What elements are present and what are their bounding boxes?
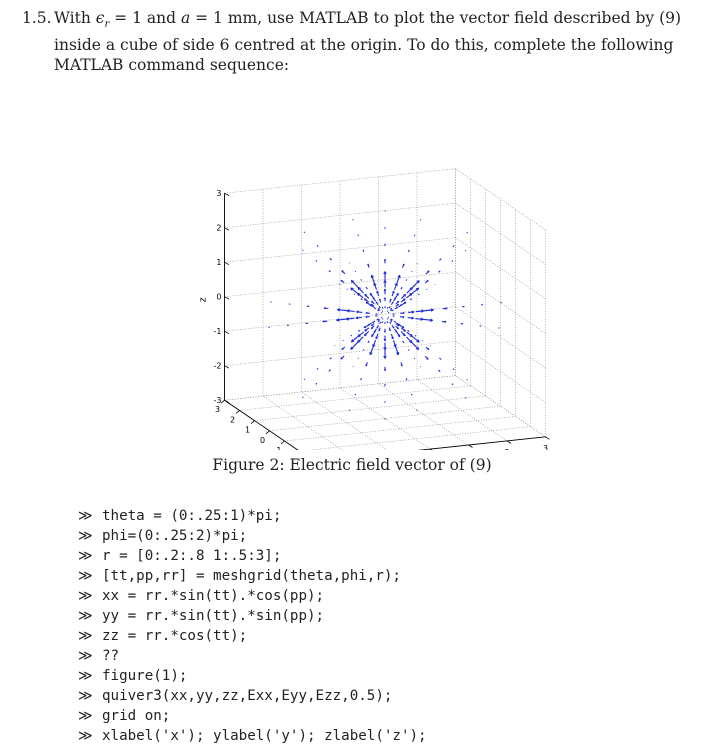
- field-arrow: [467, 232, 468, 233]
- field-arrow: [408, 330, 410, 331]
- code-line: [78, 606, 427, 626]
- grid-line: [417, 380, 507, 441]
- quiver3-plot: [100, 100, 600, 450]
- field-arrowhead: [341, 357, 342, 359]
- prompt-symbol: ≫: [78, 608, 93, 624]
- field-arrowhead: [358, 293, 361, 294]
- code-text: phi=(0:.25:2)*pi;: [102, 528, 248, 544]
- field-arrow: [317, 368, 318, 369]
- field-arrowhead: [428, 281, 429, 282]
- field-arrowhead: [385, 298, 386, 299]
- field-arrowhead: [342, 271, 344, 272]
- z-tick-label: 1: [216, 258, 222, 268]
- field-arrowhead: [324, 307, 326, 308]
- field-arrow: [351, 335, 352, 336]
- field-arrow: [382, 318, 383, 319]
- prompt-symbol: ≫: [78, 668, 93, 684]
- field-arrow: [303, 250, 304, 251]
- y-tick-label: 2: [229, 415, 236, 425]
- field-arrow: [368, 341, 369, 343]
- field-arrow: [381, 317, 382, 318]
- field-arrowhead: [403, 317, 405, 318]
- code-text: grid on;: [102, 708, 171, 724]
- field-arrowhead: [410, 336, 413, 337]
- grid-line: [225, 400, 315, 450]
- field-arrowhead: [397, 307, 398, 308]
- field-arrow: [439, 358, 441, 359]
- field-arrow: [329, 271, 331, 272]
- field-arrow: [465, 250, 466, 251]
- grid-line: [240, 386, 471, 411]
- field-arrowhead: [398, 301, 399, 303]
- y-axis-label: [239, 449, 245, 450]
- code-line: [78, 686, 427, 706]
- field-arrow: [452, 261, 453, 262]
- y-tick-mark: [266, 431, 270, 434]
- field-arrow: [415, 335, 416, 336]
- prompt-symbol: ≫: [78, 588, 93, 604]
- field-arrow: [412, 394, 413, 395]
- grid-line: [255, 396, 486, 421]
- field-arrow: [361, 378, 362, 380]
- code-line: [78, 626, 427, 646]
- field-arrow: [329, 370, 331, 372]
- z-tick-label: -2: [213, 361, 222, 371]
- field-arrow: [452, 384, 453, 385]
- field-arrow: [374, 307, 376, 309]
- field-arrow: [388, 317, 389, 318]
- field-arrow: [406, 378, 407, 380]
- code-text: [tt,pp,rr] = meshgrid(theta,phi,r);: [102, 568, 401, 584]
- field-arrow: [414, 358, 415, 359]
- field-arrow: [390, 322, 391, 324]
- field-arrow: [380, 322, 381, 324]
- problem-statement: [22, 8, 692, 75]
- field-arrow: [412, 337, 419, 343]
- field-arrowhead: [372, 322, 373, 323]
- field-arrow: [330, 358, 332, 359]
- field-arrow: [439, 259, 441, 261]
- z-tick-label: 3: [216, 189, 222, 199]
- code-line: [78, 706, 427, 726]
- field-arrow: [316, 260, 317, 261]
- field-arrowhead: [384, 369, 385, 370]
- field-arrow: [465, 397, 466, 398]
- y-tick-mark: [236, 410, 240, 413]
- field-arrowhead: [384, 331, 385, 332]
- field-arrow: [387, 307, 388, 309]
- field-arrow: [358, 358, 359, 359]
- y-tick-label: [274, 446, 282, 450]
- problem-text: [54, 8, 692, 75]
- field-arrowhead: [372, 325, 373, 326]
- field-arrow: [379, 306, 380, 308]
- field-arrowhead: [351, 288, 354, 289]
- z-tick-mark: [225, 331, 230, 334]
- field-arrow: [361, 299, 363, 300]
- field-arrowhead: [397, 328, 399, 329]
- prompt-symbol: ≫: [78, 508, 93, 524]
- prompt-symbol: ≫: [78, 688, 93, 704]
- y-tick-mark: [281, 441, 285, 444]
- a-variable: a: [180, 9, 191, 27]
- code-text: r = [0:.2:.8 1:.5:3];: [102, 548, 282, 564]
- field-arrow: [387, 311, 388, 312]
- prompt-symbol: ≫: [78, 548, 93, 564]
- x-tick-label: [504, 448, 509, 450]
- code-text: xx = rr.*sin(tt).*cos(pp);: [102, 588, 325, 604]
- field-arrow: [390, 308, 392, 309]
- z-tick-label: -1: [213, 327, 222, 337]
- z-axis-label: z: [198, 297, 209, 303]
- field-arrow: [351, 288, 358, 294]
- grid-line: [300, 427, 531, 450]
- z-tick-mark: [225, 400, 230, 403]
- field-arrow: [363, 250, 364, 252]
- field-arrow: [303, 397, 304, 398]
- field-arrow: [414, 235, 415, 236]
- quiver-figure: [100, 100, 600, 450]
- figure-caption: Figure 2: Electric field vector of (9): [212, 456, 492, 474]
- field-arrow: [453, 246, 454, 247]
- field-arrow: [412, 288, 419, 294]
- text-before: With: [54, 9, 96, 27]
- y-tick-label: 0: [259, 435, 266, 445]
- x-tick-mark: [507, 441, 511, 444]
- field-arrowhead: [417, 342, 420, 343]
- field-arrowhead: [372, 301, 374, 302]
- field-arrow: [406, 280, 407, 281]
- field-arrow: [381, 312, 382, 313]
- z-tick-mark: [225, 228, 230, 231]
- field-arrow: [394, 321, 396, 323]
- prompt-symbol: ≫: [78, 528, 93, 544]
- code-line: [78, 726, 427, 746]
- field-arrowhead: [342, 348, 343, 349]
- field-arrow: [382, 311, 383, 312]
- field-arrow: [403, 341, 404, 343]
- z-tick-label: -3: [213, 396, 222, 406]
- epsilon-symbol: ϵ: [95, 9, 105, 27]
- y-tick-mark: [221, 400, 225, 403]
- grid-line: [379, 384, 469, 445]
- field-arrow: [355, 394, 356, 395]
- field-arrow: [316, 383, 317, 384]
- field-arrow: [382, 307, 383, 309]
- z-tick-mark: [225, 366, 230, 369]
- text-eq1: = 1 and: [109, 9, 181, 27]
- code-line: [78, 526, 427, 546]
- code-text: ??: [102, 648, 120, 664]
- code-text: yy = rr.*sin(tt).*sin(pp);: [102, 608, 325, 624]
- z-tick-mark: [225, 193, 230, 196]
- matlab-code-block: [78, 506, 427, 746]
- field-arrow: [361, 279, 362, 280]
- field-arrow: [382, 321, 383, 323]
- field-arrow: [358, 330, 360, 331]
- code-text: xlabel('x'); ylabel('y'); zlabel('z');: [102, 728, 427, 744]
- field-arrow: [407, 288, 413, 294]
- prompt-symbol: ≫: [78, 708, 93, 724]
- field-arrow: [366, 287, 367, 289]
- x-tick-mark: [546, 437, 550, 440]
- z-tick-mark: [225, 262, 230, 265]
- field-arrow: [354, 294, 355, 295]
- z-tick-mark: [225, 297, 230, 300]
- z-tick-label: 2: [216, 223, 222, 233]
- epsilon-subscript: r: [104, 19, 110, 31]
- prompt-symbol: ≫: [78, 728, 93, 744]
- code-line: [78, 666, 427, 686]
- code-line: [78, 646, 427, 666]
- code-line: [78, 566, 427, 586]
- field-arrowhead: [398, 304, 399, 305]
- field-arrow: [351, 280, 358, 287]
- field-arrow: [467, 380, 468, 381]
- z-tick-label: 0: [216, 292, 222, 302]
- prompt-symbol: ≫: [78, 648, 93, 664]
- field-arrow: [351, 336, 358, 342]
- field-arrowhead: [376, 302, 377, 303]
- field-arrow: [363, 349, 364, 350]
- prompt-symbol: ≫: [78, 568, 93, 584]
- field-arrowhead: [366, 312, 368, 313]
- code-line: [78, 586, 427, 606]
- field-arrow: [409, 250, 410, 252]
- field-arrow: [330, 258, 332, 260]
- x-tick-mark: [469, 445, 473, 448]
- field-arrow: [409, 350, 410, 351]
- field-arrow: [453, 369, 454, 370]
- field-arrow: [401, 287, 402, 289]
- field-arrow: [351, 342, 358, 349]
- y-tick-mark: [251, 421, 255, 424]
- code-line: [78, 546, 427, 566]
- y-tick-label: 3: [214, 405, 221, 415]
- field-arrow: [387, 318, 388, 319]
- y-axis-line: [225, 400, 315, 450]
- y-tick-label: 1: [244, 425, 251, 435]
- code-text: zz = rr.*cos(tt);: [102, 628, 248, 644]
- field-arrow: [304, 379, 305, 380]
- field-arrowhead: [404, 331, 406, 332]
- arrow-layer: [268, 211, 501, 420]
- field-arrow: [412, 271, 413, 272]
- field-arrow: [317, 245, 318, 246]
- field-arrowhead: [427, 359, 429, 360]
- field-arrowhead: [428, 271, 429, 273]
- problem-number: 1.5.: [22, 9, 52, 27]
- field-arrowhead: [371, 327, 372, 329]
- text-eq2: = 1 mm, use MATLAB to plot the vector field described by (9) inside a cube of side 6 centred at the origin. To do this, complete the following MATLAB command sequence:: [54, 9, 682, 75]
- field-arrowhead: [364, 299, 366, 300]
- grid-line: [302, 392, 392, 450]
- x-tick-label: 3: [542, 443, 549, 450]
- prompt-symbol: ≫: [78, 628, 93, 644]
- field-arrow: [412, 342, 419, 349]
- code-text: theta = (0:.25:1)*pi;: [102, 508, 282, 524]
- grid-line: [285, 416, 516, 441]
- field-arrow: [387, 321, 388, 323]
- field-arrowhead: [393, 327, 394, 328]
- code-text: quiver3(xx,yy,zz,Exx,Eyy,Ezz,0.5);: [102, 688, 393, 704]
- field-arrowhead: [385, 259, 386, 260]
- field-arrow: [439, 370, 441, 372]
- field-arrow: [412, 281, 419, 288]
- field-arrow: [439, 271, 441, 272]
- field-arrow: [418, 294, 419, 295]
- field-arrow: [358, 235, 359, 236]
- code-text: figure(1);: [102, 668, 188, 684]
- field-arrow: [304, 232, 305, 233]
- field-arrow: [389, 306, 390, 308]
- field-arrow: [388, 312, 389, 313]
- field-arrow: [358, 337, 364, 343]
- code-line: [78, 506, 427, 526]
- field-arrowhead: [445, 322, 447, 323]
- field-arrow: [355, 271, 356, 272]
- field-arrow: [410, 299, 412, 300]
